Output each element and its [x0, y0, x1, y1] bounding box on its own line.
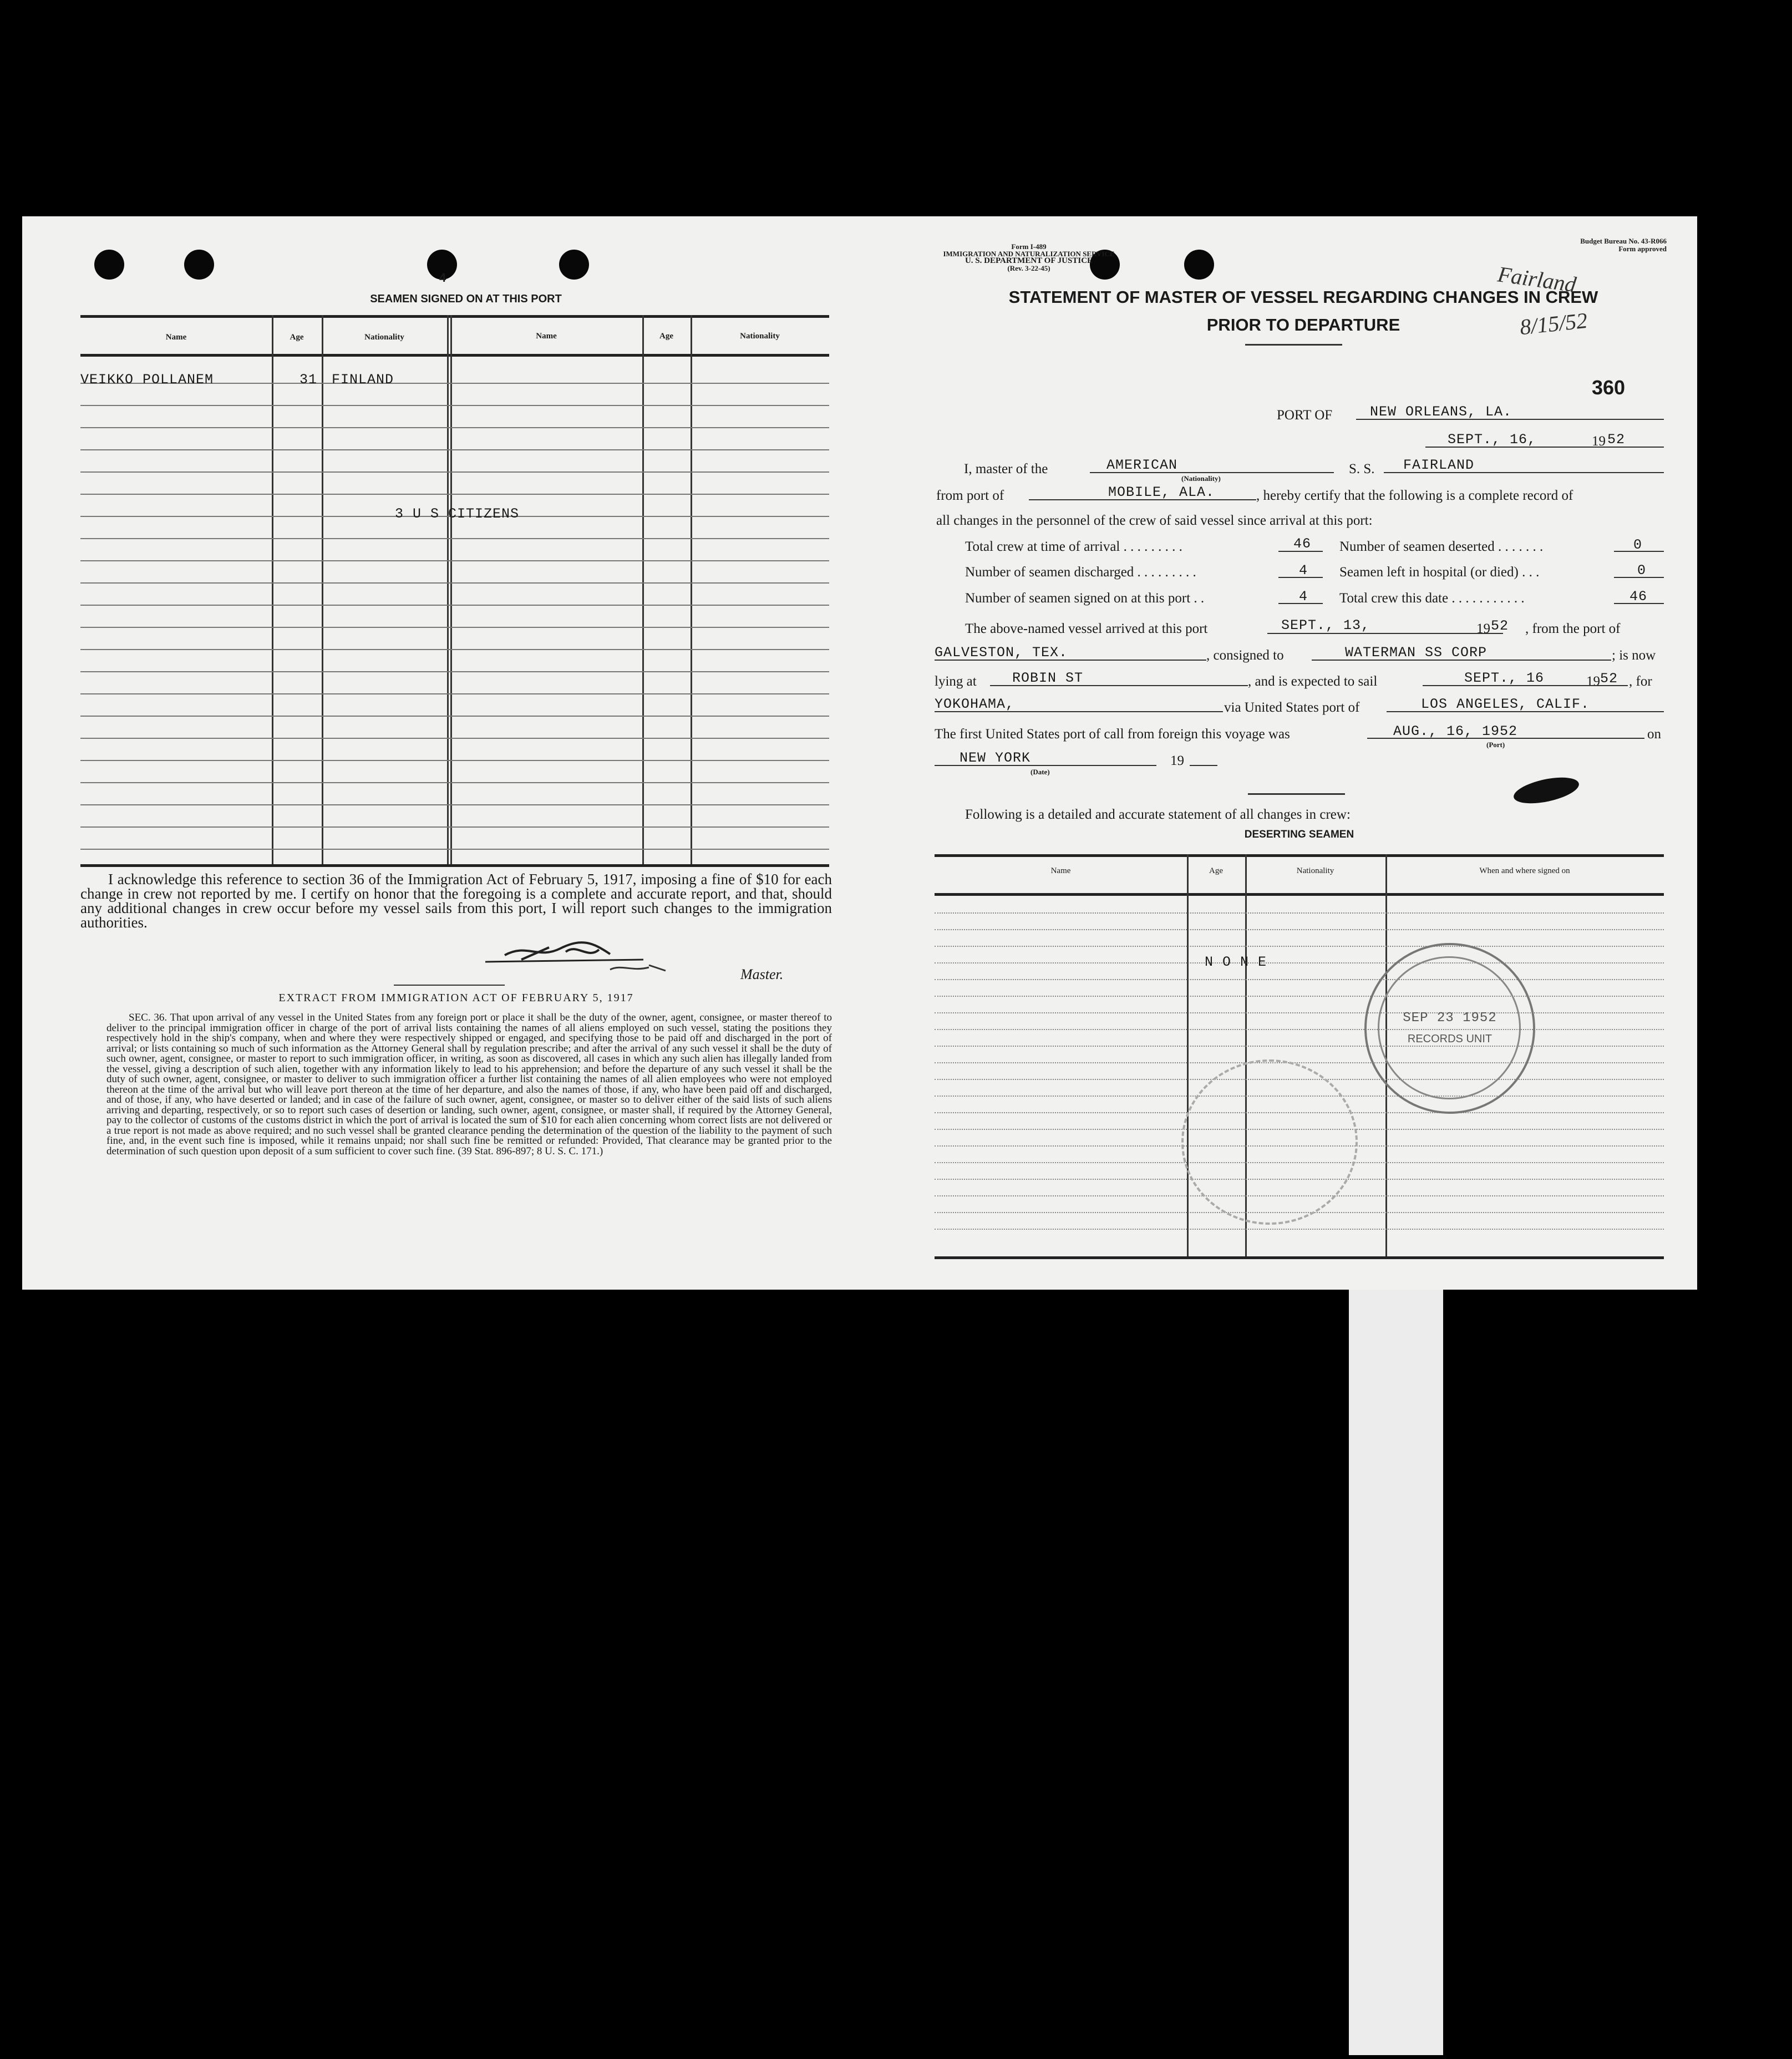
- col-header-nationality-2: Nationality: [740, 332, 780, 341]
- sail-date: SEPT., 16: [1464, 670, 1545, 686]
- ss-label: S. S.: [1349, 462, 1375, 476]
- ink-blot: [1511, 773, 1581, 808]
- port-value: NEW ORLEANS, LA.: [1370, 404, 1512, 420]
- first-port-year-prefix: 19: [1170, 753, 1184, 768]
- stat-label: Number of seamen discharged . . . . . . . . .: [965, 565, 1196, 580]
- section-title: SEAMEN SIGNED ON AT THIS PORT: [370, 293, 562, 305]
- form-title: STATEMENT OF MASTER OF VESSEL REGARDING CHANGES IN CREW: [1008, 287, 1598, 307]
- handwritten-vessel-name: Fairland: [1496, 261, 1578, 297]
- col-header-age: Age: [290, 333, 304, 342]
- vessel-name: FAIRLAND: [1403, 457, 1475, 473]
- consigned-label: , consigned to: [1206, 648, 1284, 663]
- stamp-date: SEP 23 1952: [1403, 1011, 1497, 1026]
- stat-value: 0: [1633, 537, 1643, 553]
- form-info: Form I-489 IMMIGRATION AND NATURALIZATION SERVICE U. S. DEPARTMENT OF JUSTICE (Rev. 3-22-45): [943, 242, 1115, 272]
- punch-hole: [559, 250, 589, 280]
- punch-hole: [1184, 250, 1214, 280]
- date-value: SEPT., 16,: [1448, 432, 1537, 448]
- stat-label: Number of seamen signed on at this port . .: [965, 591, 1205, 606]
- deserting-col-when-where: When and where signed on: [1479, 866, 1570, 875]
- port-label: PORT OF: [1277, 408, 1333, 423]
- certify-text-2: all changes in the personnel of the crew of said vessel since arrival at this port:: [936, 513, 1373, 528]
- arrived-year-prefix: 19: [1476, 621, 1490, 636]
- deserting-col-age: Age: [1209, 866, 1223, 875]
- handwritten-date: 8/15/52: [1518, 307, 1589, 340]
- sail-year-prefix: 19: [1586, 674, 1600, 689]
- col-header-name: Name: [165, 333, 187, 342]
- stat-value: 4: [1299, 589, 1308, 605]
- arrived-year: 52: [1491, 618, 1509, 634]
- master-of-label: I, master of the: [964, 462, 1048, 476]
- from-port-value: MOBILE, ALA.: [1108, 484, 1215, 500]
- deserting-col-nationality: Nationality: [1296, 866, 1334, 875]
- document-sheet: [22, 216, 1697, 1290]
- arrived-from: GALVESTON, TEX.: [935, 645, 1068, 661]
- faded-stamp: [1181, 1059, 1358, 1225]
- first-port-name: NEW YORK: [960, 750, 1031, 766]
- for-label: , for: [1629, 674, 1652, 689]
- certify-text: , hereby certify that the following is a complete record of: [1256, 488, 1573, 503]
- extract-title: EXTRACT FROM IMMIGRATION ACT OF FEBRUARY 5, 1917: [278, 992, 634, 1004]
- acknowledgement-text: I acknowledge this reference to section 36 of the Immigration Act of February 5, 1917, imposing a fine of $10 for each change in crew not reported by me. I certify on honor that the foregoing is a complete and accurate report, and that, should any additional changes in crew occur before my vessel sails from this port, I will report such changes to the immigration authorities.: [80, 871, 832, 931]
- master-label: Master.: [740, 966, 784, 982]
- stat-value: 46: [1293, 536, 1312, 552]
- destination: YOKOHAMA,: [935, 696, 1015, 712]
- page-number: 4: [439, 271, 446, 285]
- records-stamp: [1364, 943, 1535, 1114]
- lying-label: lying at: [935, 674, 977, 689]
- col-header-age-2: Age: [659, 332, 673, 341]
- lying-at: ROBIN ST: [1012, 670, 1084, 686]
- support-post: [1349, 1290, 1443, 2055]
- stat-label: Number of seamen deserted . . . . . . .: [1339, 539, 1544, 554]
- nationality-caption: (Nationality): [1181, 474, 1221, 483]
- via-port: LOS ANGELES, CALIF.: [1421, 696, 1590, 712]
- col-header-nationality: Nationality: [364, 333, 404, 342]
- sail-year: 52: [1600, 671, 1618, 687]
- date-caption: (Date): [1030, 768, 1050, 776]
- stamp-unit: RECORDS UNIT: [1407, 1033, 1493, 1045]
- arrived-label: The above-named vessel arrived at this port: [965, 621, 1208, 636]
- record-number: 360: [1592, 376, 1626, 399]
- deserting-entry: N O N E: [1205, 954, 1267, 970]
- arrived-date: SEPT., 13,: [1281, 617, 1370, 633]
- year-prefix: 19: [1592, 434, 1606, 449]
- seaman-nationality: FINLAND: [332, 372, 394, 388]
- first-port-date: AUG., 16, 1952: [1393, 723, 1518, 739]
- seaman-age: 31: [299, 372, 318, 388]
- punch-hole: [94, 250, 124, 280]
- year-value: 52: [1607, 432, 1626, 448]
- punch-hole: [184, 250, 214, 280]
- seaman-name: VEIKKO POLLANEM: [80, 372, 214, 388]
- stat-label: Total crew this date . . . . . . . . . . .: [1339, 591, 1525, 606]
- port-caption: (Port): [1486, 741, 1505, 749]
- from-port-of-label: , from the port of: [1525, 621, 1621, 636]
- stat-value: 46: [1629, 589, 1648, 605]
- extract-text: SEC. 36. That upon arrival of any vessel in the United States from any foreign port or place it shall be the duty of the owner, agent, consignee, or master thereof to deliver to the principal immigration officer in charge of the port of arrival lists containing the names of all aliens employed on such vessel, stating the positions they respectively hold in the ship's company, when and where they were respectively shipped or engaged, and specifying those to be paid off and discharged in the port of arrival; or lists containing so much of such information as the Attorney General shall by regulation prescribe; and after the arrival of any such vessel it shall be the duty of such owner, agent, consignee, or master to report to such immigration officer, in writing, as soon as discovered, all cases in which any such alien has illegally landed from the vessel, giving a description of such alien, together with any information likely to lead to his apprehension; and before the departure of any such vessel it shall be the duty of such owner, agent, consignee, or master to deliver to such immigration officer a further list containing the names of all alien employees who were not employed thereon at the time of the arrival but who will leave port thereon at the time of her departure, and also the names of those, if any, who have been paid off and discharged, and of those, if any, who have deserted or landed; and in case of the failure of such owner, agent, consignee, or master so to deliver either of the said lists of such aliens arriving and departing, respectively, or so to report such cases of desertion or landing, such owner, agent, consignee, or master shall, if required by the Attorney General, pay to the collector of customs of the customs district in which the port of arrival is located the sum of $10 for each alien concerning whom correct lists are not delivered or a true report is not made as above required; and no such vessel shall be granted clearance pending the determination of the question of the liability to the payment of such fine, and, in the event such fine is imposed, while it remains unpaid; nor shall such fine be remitted or refunded: Provided, That clearance may be granted prior to the determination of such question upon deposit of a sum sufficient to cover such fine. (39 Stat. 896-897; 8 U. S. C. 171.): [106, 1012, 832, 1157]
- on-label: on: [1647, 727, 1661, 742]
- deserting-col-name: Name: [1050, 866, 1071, 875]
- from-port-label: from port of: [936, 488, 1004, 503]
- vessel-nationality: AMERICAN: [1106, 457, 1178, 473]
- stat-label: Seamen left in hospital (or died) . . .: [1339, 565, 1540, 580]
- citizens-note: 3 U S CITIZENS: [395, 506, 520, 522]
- stat-value: 0: [1637, 562, 1647, 579]
- first-port-label: The first United States port of call from foreign this voyage was: [935, 727, 1290, 742]
- stat-label: Total crew at time of arrival . . . . . . . . .: [965, 539, 1182, 554]
- budget-info: Budget Bureau No. 43-R066 Form approved: [1580, 237, 1667, 253]
- form-subtitle: PRIOR TO DEPARTURE: [1206, 315, 1400, 334]
- col-header-name-2: Name: [536, 332, 557, 341]
- stat-value: 4: [1299, 562, 1308, 579]
- is-now-label: ; is now: [1612, 648, 1656, 663]
- following-label: Following is a detailed and accurate statement of all changes in crew:: [965, 807, 1351, 822]
- deserting-title: DESERTING SEAMEN: [1244, 829, 1354, 840]
- consigned-to: WATERMAN SS CORP: [1345, 645, 1488, 661]
- master-signature: [483, 937, 715, 982]
- via-label: via United States port of: [1224, 700, 1360, 715]
- expected-label: , and is expected to sail: [1248, 674, 1378, 689]
